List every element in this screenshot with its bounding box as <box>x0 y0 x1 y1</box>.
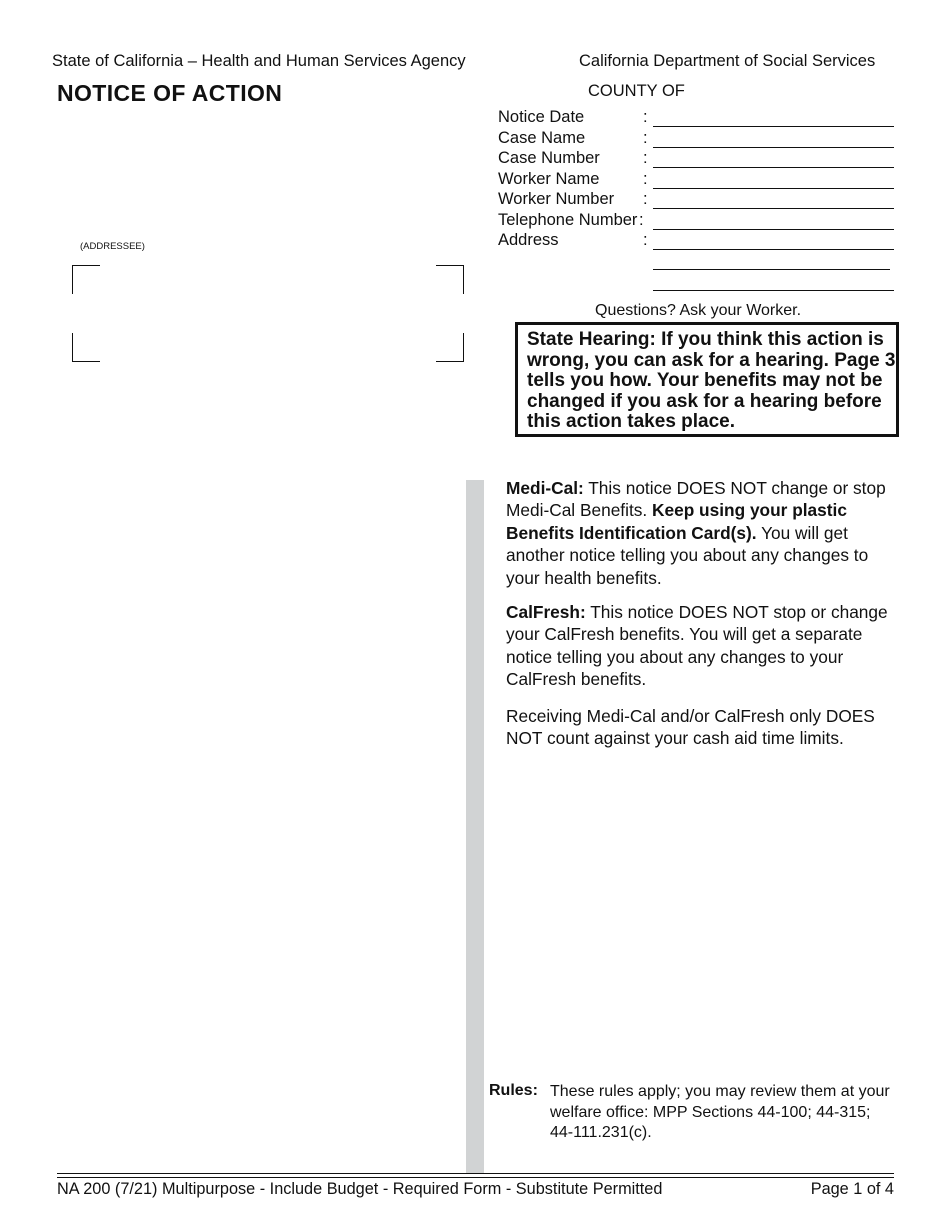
field-label: Notice Date <box>498 108 585 126</box>
footer-divider <box>57 1173 894 1174</box>
case-number-input[interactable] <box>653 167 894 168</box>
form-identifier: NA 200 (7/21) Multipurpose - Include Budget - Required Form - Substitute Permitted <box>57 1180 663 1198</box>
field-label: Worker Name <box>498 170 600 188</box>
time-limits-paragraph: Receiving Medi-Cal and/or CalFresh only DOES NOT count against your cash aid time limits. <box>506 706 875 749</box>
medi-cal-paragraph: Medi-Cal: This notice DOES NOT change or stop Medi-Cal Benefits. Keep using your plastic Benefits Identification Card(s). You will get another notice telling you about any changes to your health benefits. <box>506 478 886 588</box>
field-worker-number: Worker Number : <box>498 190 894 210</box>
field-label: Address <box>498 231 559 249</box>
worker-name-input[interactable] <box>653 188 894 189</box>
field-label: Worker Number <box>498 190 615 208</box>
field-label: Telephone Number <box>498 211 638 229</box>
address-line-2[interactable] <box>653 269 890 270</box>
field-label: Case Number <box>498 149 600 167</box>
rules-label: Rules: <box>489 1082 538 1099</box>
agency-name: State of California – Health and Human Services Agency <box>52 52 466 70</box>
page-title: NOTICE OF ACTION <box>57 80 283 106</box>
worker-number-input[interactable] <box>653 208 894 209</box>
department-name: California Department of Social Services <box>579 52 876 70</box>
case-name-input[interactable] <box>653 147 894 148</box>
corner-mark <box>72 333 100 362</box>
address-line-3[interactable] <box>653 290 894 291</box>
state-hearing-notice: State Hearing: If you think this action is wrong, you can ask for a hearing. Page 3 tells you how. Your benefits may not be changed if you ask for a hearing before this action takes place. <box>515 322 899 437</box>
address-input[interactable] <box>653 249 894 250</box>
field-label: Case Name <box>498 129 586 147</box>
questions-text: Questions? Ask your Worker. <box>595 302 802 319</box>
footer-divider <box>57 1177 894 1178</box>
rules-text: These rules apply; you may review them at your welfare office: MPP Sections 44-100; 44-315; 44-111.231(c). <box>550 1083 890 1141</box>
field-case-name: Case Name : <box>498 129 894 149</box>
calfresh-heading: CalFresh: <box>506 602 586 622</box>
telephone-number-input[interactable] <box>653 229 894 230</box>
calfresh-paragraph: CalFresh: This notice DOES NOT stop or change your CalFresh benefits. You will get a separate notice telling you about any changes to your CalFresh benefits. <box>506 602 888 690</box>
corner-mark <box>72 265 100 294</box>
notice-date-input[interactable] <box>653 126 894 127</box>
side-bar-divider <box>466 480 484 1173</box>
field-telephone-number: Telephone Number : <box>498 211 894 231</box>
field-case-number: Case Number : <box>498 149 894 169</box>
county-label: COUNTY OF <box>588 82 685 100</box>
corner-mark <box>436 333 464 362</box>
corner-mark <box>436 265 464 294</box>
field-address: Address : <box>498 231 894 251</box>
page-number: Page 1 of 4 <box>810 1180 894 1198</box>
addressee-label: (ADDRESSEE) <box>80 241 145 252</box>
field-worker-name: Worker Name : <box>498 170 894 190</box>
medi-cal-heading: Medi-Cal: <box>506 478 584 498</box>
field-notice-date: Notice Date : <box>498 108 894 128</box>
